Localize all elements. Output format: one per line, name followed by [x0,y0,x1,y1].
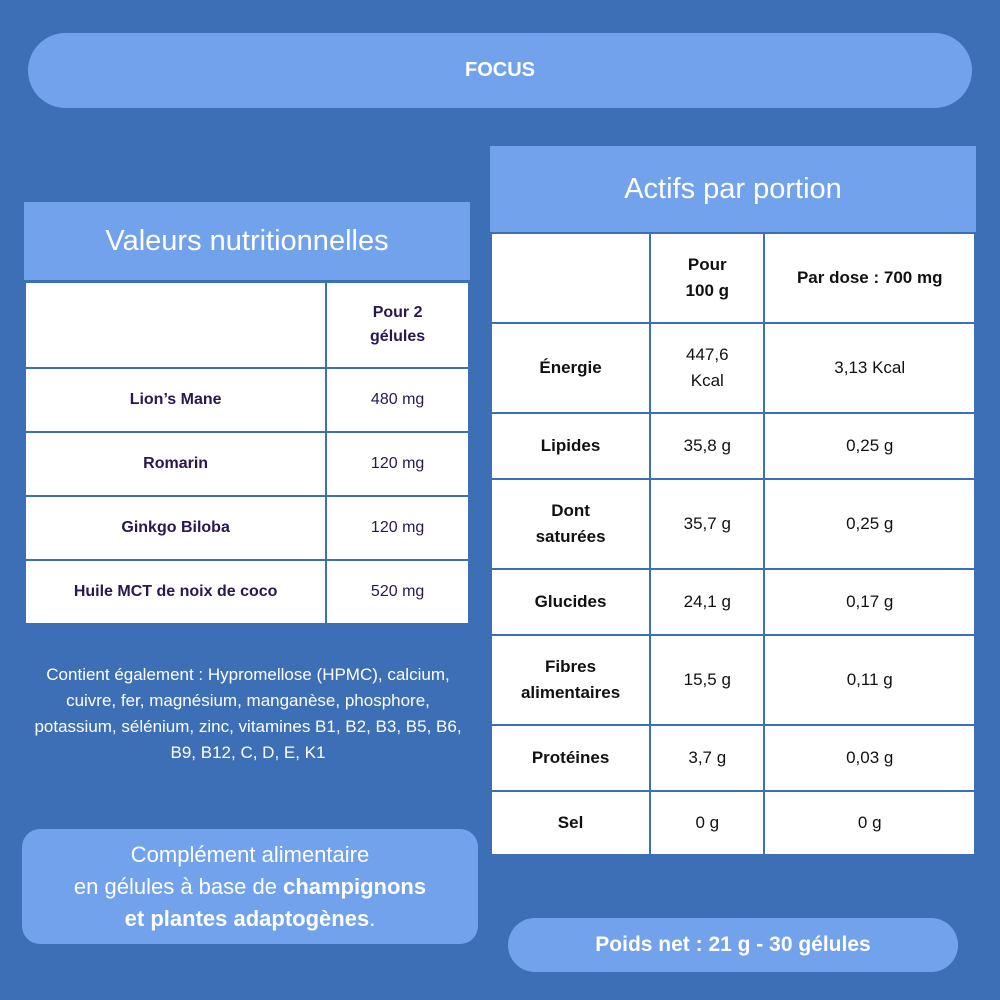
active-per-dose: 0 g [764,791,975,855]
description-line-1: Complément alimentaire [130,841,370,867]
description-text: . [369,905,376,931]
column-header-per-100g: Pour 100 g [650,233,764,323]
product-description [22,829,478,944]
table-row [25,496,469,560]
table-row [491,635,975,725]
active-name: Énergie [491,323,650,413]
nutrient-name: Lion’s Mane [25,368,326,432]
net-weight-badge: Poids net : 21 g - 30 gélules [508,918,958,972]
active-name: Glucides [491,569,650,635]
active-per-100g: 15,5 g [650,635,764,725]
nutrient-value: 120 mg [326,496,469,560]
nutrient-value: 520 mg [326,560,469,624]
table-row [491,413,975,479]
table-row [491,725,975,791]
nutrient-name: Ginkgo Biloba [25,496,326,560]
column-header-per-dose: Par dose : 700 mg [764,233,975,323]
description-highlight: et plantes adaptogènes [124,905,370,931]
active-per-100g: 447,6 Kcal [650,323,764,413]
product-title: FOCUS [28,33,972,108]
description-highlight: champignons [283,873,427,899]
active-per-dose: 3,13 Kcal [764,323,975,413]
active-name: Fibres alimentaires [491,635,650,725]
actives-heading: Actifs par portion [490,146,976,232]
nutrition-corner-cell [25,282,326,368]
table-row [491,791,975,855]
active-per-dose: 0,03 g [764,725,975,791]
table-row [25,368,469,432]
description-text: en gélules à base de [73,873,284,899]
nutrient-value: 120 mg [326,432,469,496]
nutrition-table [24,281,470,625]
active-per-100g: 0 g [650,791,764,855]
actives-corner-cell [491,233,650,323]
active-name: Protéines [491,725,650,791]
table-row [491,323,975,413]
table-row [491,569,975,635]
active-per-dose: 0,11 g [764,635,975,725]
ingredients-note: Contient également : Hypromellose (HPMC), calcium, cuivre, fer, magnésium, manganèse, phosphore, potassium, sélénium, zinc, vitamines B1, B2, B3, B5, B6, B9, B12, C, D, E, K1 [34,665,462,762]
active-name: Lipides [491,413,650,479]
active-per-100g: 35,8 g [650,413,764,479]
active-per-100g: 24,1 g [650,569,764,635]
nutrition-heading: Valeurs nutritionnelles [24,202,470,280]
description-line-3 [22,903,478,935]
description-line-2 [22,871,478,903]
active-name: Sel [491,791,650,855]
active-per-dose: 0,17 g [764,569,975,635]
nutrient-name: Romarin [25,432,326,496]
table-row [25,432,469,496]
active-per-100g: 35,7 g [650,479,764,569]
nutrient-name: Huile MCT de noix de coco [25,560,326,624]
table-row [25,560,469,624]
active-per-dose: 0,25 g [764,479,975,569]
active-per-dose: 0,25 g [764,413,975,479]
table-row [491,479,975,569]
active-per-100g: 3,7 g [650,725,764,791]
active-name: Dont saturées [491,479,650,569]
actives-table [490,232,976,856]
nutrition-column-header: Pour 2 gélules [326,282,469,368]
nutrient-value: 480 mg [326,368,469,432]
